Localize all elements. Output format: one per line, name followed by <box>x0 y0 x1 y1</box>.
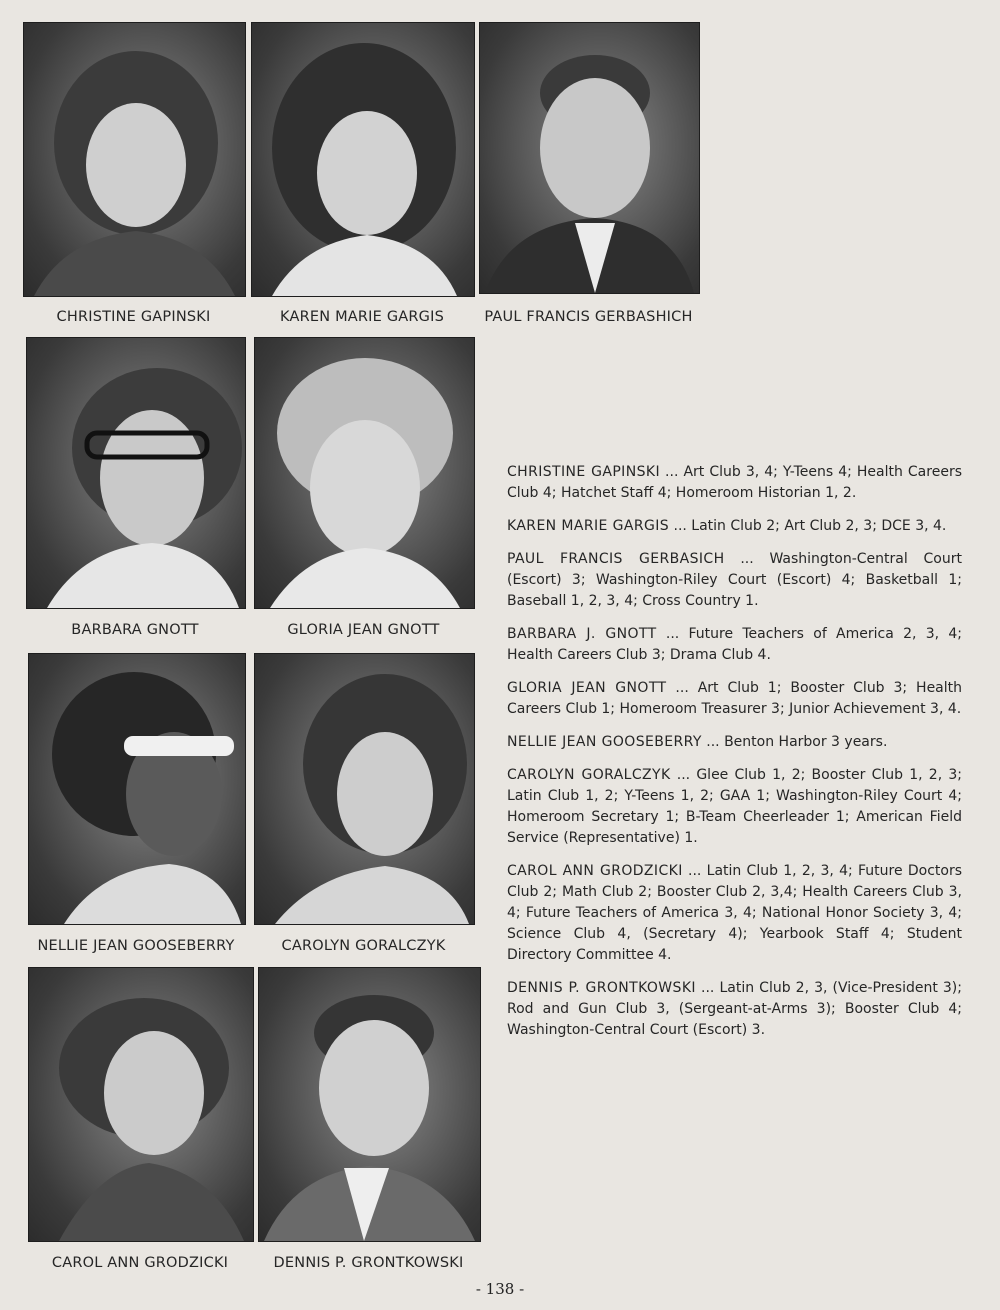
portrait-caption: CHRISTINE GAPINSKI <box>56 309 211 325</box>
portrait-silhouette <box>27 338 245 608</box>
portrait-photo-grodzicki <box>28 967 254 1242</box>
portrait-silhouette <box>259 968 480 1241</box>
bio-name: KAREN MARIE GARGIS <box>507 518 670 534</box>
bio-text: ... Benton Harbor 3 years. <box>706 734 888 750</box>
portrait-caption: DENNIS P. GRONTKOWSKI <box>273 1255 464 1271</box>
biography-entry <box>507 462 962 504</box>
bio-name: PAUL FRANCIS GERBASICH <box>507 551 725 567</box>
bio-name: DENNIS P. GRONTKOWSKI <box>507 980 696 996</box>
portrait-caption: KAREN MARIE GARGIS <box>280 309 444 325</box>
bio-text: ... Latin Club 2; Art Club 2, 3; DCE 3, 4. <box>673 518 947 534</box>
biography-entry <box>507 978 962 1041</box>
portrait-silhouette <box>255 654 474 924</box>
portrait-silhouette <box>29 654 245 924</box>
portrait-caption: GLORIA JEAN GNOTT <box>287 622 440 638</box>
portrait-photo-goralczyk <box>254 653 475 925</box>
biography-entry <box>507 732 962 753</box>
bio-text: ... Future Teachers of America 2, 3, 4; Health Careers Club 3; Drama Club 4. <box>507 626 962 663</box>
biography-entry <box>507 516 962 537</box>
portrait-caption: CAROLYN GORALCZYK <box>281 938 446 954</box>
portrait-caption: PAUL FRANCIS GERBASHICH <box>484 309 693 325</box>
portrait-photo-gargis <box>251 22 475 297</box>
bio-name: CAROL ANN GRODZICKI <box>507 863 683 879</box>
portrait-photo-gooseberry <box>28 653 246 925</box>
portrait-silhouette <box>29 968 253 1241</box>
portrait-photo-barbara-gnott <box>26 337 246 609</box>
bio-text: ... Art Club 3, 4; Y-Teens 4; Health Careers Club 4; Hatchet Staff 4; Homeroom Historian 1, 2. <box>507 464 962 501</box>
bio-name: CAROLYN GORALCZYK <box>507 767 671 783</box>
bio-text: ... Latin Club 1, 2, 3, 4; Future Doctors Club 2; Math Club 2; Booster Club 2, 3,4; Health Careers Club 3, 4; Future Teachers of America 3, 4; National Honor Society 3, 4; Science Club 4, (Secretary 4); Yearbook Staff 4; Student Directory Committee 4. <box>507 863 963 963</box>
biography-entry <box>507 861 962 966</box>
page-number: - 138 - <box>475 1280 525 1298</box>
biography-entry <box>507 624 962 666</box>
bio-text: ... Washington-Central Court (Escort) 3; Washington-Riley Court (Escort) 4; Basketball 1; Baseball 1, 2, 3, 4; Cross Country 1. <box>507 551 962 609</box>
portrait-caption: CAROL ANN GRODZICKI <box>51 1255 229 1271</box>
portrait-silhouette <box>252 23 474 296</box>
bio-name: NELLIE JEAN GOOSEBERRY <box>507 734 702 750</box>
biography-entry <box>507 678 962 720</box>
portrait-silhouette <box>255 338 474 608</box>
portrait-caption: BARBARA GNOTT <box>71 622 199 638</box>
bio-name: BARBARA J. GNOTT <box>507 626 657 642</box>
portrait-silhouette <box>480 23 699 293</box>
portrait-photo-gerbasich <box>479 22 700 294</box>
biography-entry <box>507 549 962 612</box>
portrait-photo-grontkowski <box>258 967 481 1242</box>
portrait-caption: NELLIE JEAN GOOSEBERRY <box>37 938 235 954</box>
bio-text: ... Art Club 1; Booster Club 3; Health Careers Club 1; Homeroom Treasurer 3; Junior Achievement 3, 4. <box>507 680 963 717</box>
portrait-silhouette <box>24 23 245 296</box>
portrait-photo-gapinski <box>23 22 246 297</box>
bio-text: ... Glee Club 1, 2; Booster Club 1, 2, 3; Latin Club 1, 2; Y-Teens 1, 2; GAA 1; Washington-Riley Court 4; Homeroom Secretary 1; B-Team Cheerleader 1; American Field Service (Representative) 1. <box>507 767 962 846</box>
portrait-photo-gloria-gnott <box>254 337 475 609</box>
biography-entry <box>507 765 962 849</box>
bio-text: ... Latin Club 2, 3, (Vice-President 3); Rod and Gun Club 3, (Sergeant-at-Arms 3); Booster Club 4; Washington-Central Court (Escort) 3. <box>507 980 962 1038</box>
bio-name: GLORIA JEAN GNOTT <box>507 680 667 696</box>
bio-name: CHRISTINE GAPINSKI <box>507 464 660 480</box>
biography-list <box>507 462 962 1053</box>
